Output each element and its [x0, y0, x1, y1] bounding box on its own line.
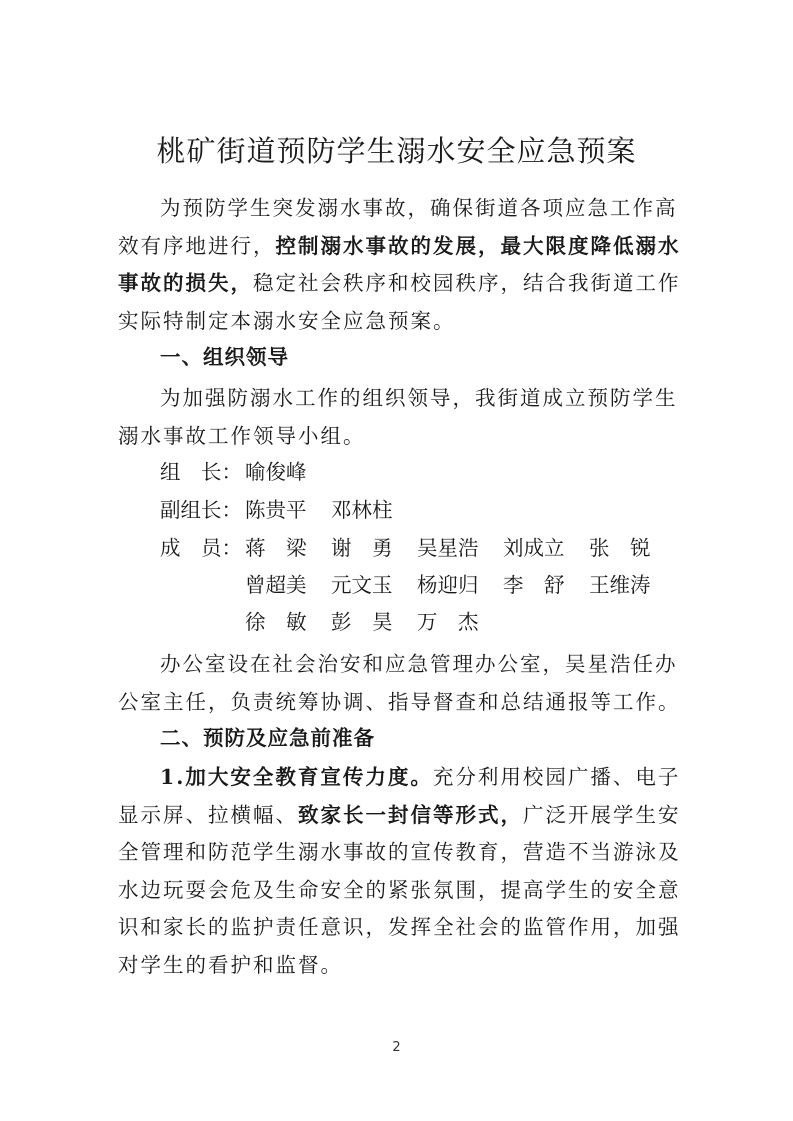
leader-label: 组 长： — [160, 460, 242, 484]
intro-text-2: 稳定社会秩序和校园秩序，结合我街道工作实际特制定本溺水安全应急预案。 — [118, 271, 681, 333]
leader-name: 喻俊峰 — [245, 460, 307, 484]
member-name: 王维涛 — [589, 573, 651, 597]
page-number: 2 — [392, 1040, 401, 1055]
members-label: 成 员： — [160, 536, 242, 560]
member-name: 蒋 梁 — [245, 536, 307, 560]
section2-item1 — [118, 759, 688, 984]
member-name: 谢 勇 — [331, 536, 393, 560]
member-name: 李 舒 — [503, 573, 565, 597]
deputy-name: 陈贵平 — [245, 498, 307, 522]
deputy-label: 副组长： — [160, 498, 242, 522]
deputy-name: 邓林柱 — [331, 498, 393, 522]
item1-rest: 广泛开展学生安全管理和防范学生溺水事故的宣传教育，营造不当游泳及水边玩耍会危及生命安全的紧张氛围，提高学生的安全意识和家长的监护责任意识，发挥全社会的监管作用，加强对学生的看护和监督。 — [118, 802, 681, 977]
member-name: 元文玉 — [331, 573, 393, 597]
intro-text-1: 为预防学生突发溺水事故，确保街道各项应急工作高效有序地进行， — [118, 196, 678, 258]
item1-bold-mid: 致家长一封信等形式， — [298, 802, 523, 827]
intro-text-bold: 控制溺水事故的发展，最大限度降低溺水事故的损失， — [118, 233, 681, 295]
member-name: 刘成立 — [503, 536, 565, 560]
member-name: 万 杰 — [417, 610, 479, 634]
section2-heading: 二、预防及应急前准备 — [160, 726, 375, 750]
member-name: 徐 敏 — [245, 610, 307, 634]
section1-text: 为加强防溺水工作的组织领导，我街道成立预防学生溺水事故工作领导小组。 — [118, 386, 678, 448]
member-name: 张 锐 — [589, 536, 651, 560]
section1-heading: 一、组织领导 — [160, 345, 289, 369]
intro-paragraph — [118, 190, 688, 340]
office-paragraph: 办公室设在社会治安和应急管理办公室，吴星浩任办公室主任，负责统筹协调、指导督查和总结通报等工作。 — [118, 652, 681, 714]
member-name: 彭 昊 — [331, 610, 393, 634]
item1-bold-lead: 1.加大安全教育宣传力度。 — [160, 765, 433, 789]
member-name: 杨迎归 — [417, 573, 479, 597]
document-title: 桃矿街道预防学生溺水安全应急预案 — [156, 134, 637, 168]
member-name: 吴星浩 — [417, 536, 479, 560]
member-name: 曾超美 — [245, 573, 307, 597]
item1-text: 充分利用校园广播、电子显示屏、拉横幅、 — [118, 765, 681, 827]
